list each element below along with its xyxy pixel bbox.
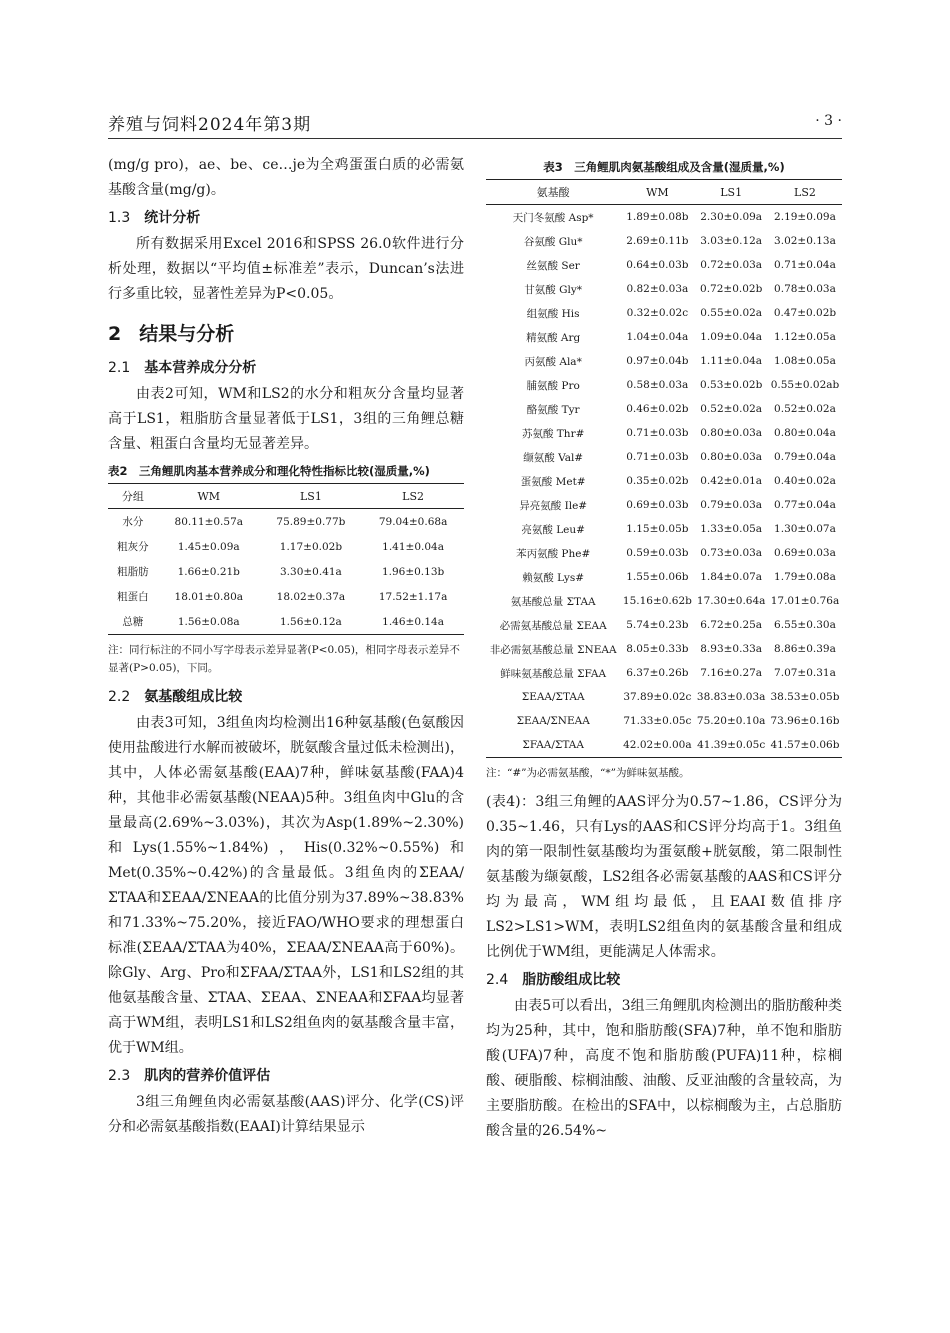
table-3-note: 注：“#”为必需氨基酸，“*”为鲜味氨基酸。 <box>486 767 690 779</box>
row-label-cell: 丝氨酸 Ser <box>526 259 580 272</box>
row-label-cell: 粗灰分 <box>117 541 149 553</box>
table-header: WM <box>620 180 694 205</box>
section-title: 脂肪酸组成比较 <box>522 972 621 988</box>
value-cell: 0.80±0.03a <box>700 451 763 463</box>
value-cell: 0.71±0.03b <box>626 427 689 439</box>
value-cell: 17.52±1.17a <box>378 590 448 603</box>
value-cell: 7.07±0.31a <box>774 667 836 679</box>
table-row <box>486 709 842 733</box>
table-row <box>108 559 464 584</box>
row-label-cell: 精氨酸 Arg <box>526 331 581 344</box>
section-title: 统计分析 <box>144 210 201 226</box>
section-title: 氨基酸组成比较 <box>144 689 243 705</box>
value-cell: 1.33±0.05a <box>700 523 763 535</box>
row-label-cell: 非必需氨基酸总量 ΣNEAA <box>489 643 617 656</box>
value-cell: 75.89±0.77b <box>276 515 346 528</box>
row-label-cell: 蛋氨酸 Met# <box>520 475 586 488</box>
value-cell: 17.01±0.76a <box>770 595 840 607</box>
section-2-1-heading <box>108 356 464 380</box>
value-cell: 0.97±0.04b <box>626 355 689 367</box>
value-cell: 1.12±0.05a <box>774 331 836 343</box>
value-cell: 7.16±0.27a <box>700 667 763 679</box>
value-cell: 0.32±0.02c <box>626 307 689 319</box>
table-3-body <box>486 205 842 758</box>
value-cell: 0.59±0.03b <box>626 547 689 559</box>
row-label-cell: 甘氨酸 Gly* <box>524 283 583 296</box>
value-cell: 71.33±0.05c <box>623 715 692 727</box>
section-number: 2 <box>108 323 122 345</box>
section-2-4-heading <box>486 968 842 992</box>
row-label-cell: 亮氨酸 Leu# <box>521 523 585 536</box>
value-cell: 1.66±0.21b <box>177 565 240 578</box>
paragraph-continued: (mg/g pro)，ae、be、ce…je为全鸡蛋蛋白质的必需氨基酸含量(mg/g)。 <box>108 157 464 198</box>
row-label-cell: 酪氨酸 Tyr <box>526 403 580 416</box>
paragraph-continued: (表4)：3组三角鲤的AAS评分为0.57~1.86，CS评分为0.35~1.46，只有Lys的AAS和CS评分均高于1。3组鱼肉的第一限制性氨基酸均为蛋氨酸+胱氨酸，第二限制性氨基酸为缬氨酸，LS2组各必需氨基酸的AAS和CS评分均为最高，WM组均最低，且EAAI数值排序LS2>LS1>WM，表明LS2组鱼肉的氨基酸含量和组成比例优于WM组，更能满足人体需求。 <box>486 794 842 960</box>
row-label-cell: 赖氨酸 Lys# <box>522 571 585 584</box>
section-number: 2.3 <box>108 1068 131 1084</box>
table-header: LS2 <box>362 484 464 509</box>
value-cell: 0.72±0.03a <box>700 259 763 271</box>
value-cell: 0.79±0.04a <box>774 451 836 463</box>
right-column <box>486 153 842 1144</box>
section-1-3-text: 所有数据采用Excel 2016和SPSS 26.0软件进行分析处理，数据以“平均值±标准差”表示，Duncan’s法进行多重比较，显著性差异为P<0.05。 <box>108 236 464 302</box>
row-label-cell: 天门冬氨酸 Asp* <box>512 211 594 224</box>
page-number: · 3 · <box>815 113 842 129</box>
value-cell: 0.73±0.03a <box>700 547 763 559</box>
row-label-cell: 粗蛋白 <box>117 591 149 603</box>
section-number: 2.4 <box>486 972 509 988</box>
value-cell: 0.35±0.02b <box>626 475 689 487</box>
value-cell: 0.53±0.02b <box>700 379 763 391</box>
value-cell: 79.04±0.68a <box>378 515 448 528</box>
value-cell: 0.82±0.03a <box>626 283 689 295</box>
value-cell: 42.02±0.00a <box>620 733 694 758</box>
value-cell: 1.04±0.04a <box>626 331 689 343</box>
value-cell: 1.56±0.08a <box>158 609 260 635</box>
row-label-cell: 组氨酸 His <box>526 307 580 320</box>
table-row <box>486 733 842 758</box>
value-cell: 0.72±0.02b <box>700 283 763 295</box>
value-cell: 1.45±0.09a <box>177 540 240 553</box>
table-row <box>486 589 842 613</box>
table-row <box>486 373 842 397</box>
section-2-3-text: 3组三角鲤鱼肉必需氨基酸(AAS)评分、化学(CS)评分和必需氨基酸指数(EAAI)计算结果显示 <box>108 1094 464 1135</box>
table-2-caption: 表2 三角鲤肌肉基本营养成分和理化特性指标比较(湿质量,%) <box>108 464 430 478</box>
value-cell: 0.71±0.03b <box>626 451 689 463</box>
value-cell: 0.55±0.02a <box>700 307 763 319</box>
section-1-3-heading <box>108 206 464 230</box>
section-2-2-heading <box>108 685 464 709</box>
value-cell: 1.96±0.13b <box>381 565 445 578</box>
table-row <box>486 565 842 589</box>
table-row <box>486 517 842 541</box>
table-2-note: 注：同行标注的不同小写字母表示差异显著(P<0.05)，相同字母表示差异不显著(P>0.05)，下同。 <box>108 644 460 674</box>
section-2-2-text: 由表3可知，3组鱼肉均检测出16种氨基酸(色氨酸因使用盐酸进行水解而被破坏，胱氨酸含量过低未检测出)，其中，人体必需氨基酸(EAA)7种，鲜味氨基酸(FAA)4种，其他非必需氨基酸(NEAA)5种。3组鱼肉中Glu的含量最高(2.69%~3.03%)，其次为Asp(1.89%~2.30%)和Lys(1.55%~1.84%)，His(0.32%~0.55%)和Met(0.35%~0.42%)的含量最低。3组鱼肉的ΣEAA/ΣTAA和ΣEAA/ΣNEAA的比值分别为37.89%~38.83%和71.33%~75.20%，接近FAO/WHO要求的理想蛋白标准(ΣEAA/ΣTAA为40%，ΣEAA/ΣNEAA高于60%)。除Gly、Arg、Pro和ΣFAA/ΣTAA外，LS1和LS2组的其他氨基酸含量、ΣTAA、ΣEAA、ΣNEAA和ΣFAA均显著高于WM组，表明LS1和LS2组鱼肉的氨基酸含量丰富，优于WM组。 <box>108 715 464 1056</box>
section-title: 基本营养成分分析 <box>144 360 257 376</box>
value-cell: 75.20±0.10a <box>696 715 766 727</box>
table-row <box>486 325 842 349</box>
table-3 <box>486 179 842 758</box>
value-cell: 38.53±0.05b <box>770 691 840 703</box>
section-2-1-text: 由表2可知，WM和LS2的水分和粗灰分含量均显著高于LS1，粗脂肪含量显著低于LS1，3组的三角鲤总糖含量、粗蛋白含量均无显著差异。 <box>108 386 464 452</box>
value-cell: 1.79±0.08a <box>774 571 836 583</box>
table-header: LS2 <box>768 180 842 205</box>
value-cell: 0.69±0.03b <box>626 499 689 511</box>
table-row <box>108 584 464 609</box>
table-row <box>486 421 842 445</box>
value-cell: 2.69±0.11b <box>626 235 689 247</box>
section-number: 2.1 <box>108 360 131 376</box>
value-cell: 15.16±0.62b <box>622 595 692 607</box>
value-cell: 6.55±0.30a <box>774 619 836 631</box>
value-cell: 3.30±0.41a <box>280 565 342 578</box>
value-cell: 1.56±0.12a <box>260 609 362 635</box>
section-2-heading <box>108 319 464 346</box>
value-cell: 1.09±0.04a <box>700 331 763 343</box>
table-row <box>108 609 464 635</box>
value-cell: 1.08±0.05a <box>774 355 836 367</box>
value-cell: 0.71±0.04a <box>774 259 836 271</box>
value-cell: 41.57±0.06b <box>768 733 842 758</box>
value-cell: 73.96±0.16b <box>770 715 840 727</box>
value-cell: 0.77±0.04a <box>774 499 836 511</box>
value-cell: 1.84±0.07a <box>700 571 763 583</box>
section-title: 肌肉的营养价值评估 <box>144 1068 271 1084</box>
value-cell: 3.02±0.13a <box>774 235 836 247</box>
row-label-cell: 谷氨酸 Glu* <box>523 235 583 248</box>
row-label-cell: 必需氨基酸总量 ΣEAA <box>499 619 607 632</box>
row-label-cell: 丙氨酸 Ala* <box>524 355 582 368</box>
section-2-4-text: 由表5可以看出，3组三角鲤肌肉检测出的脂肪酸种类均为25种，其中，饱和脂肪酸(SFA)7种，单不饱和脂肪酸(UFA)7种，高度不饱和脂肪酸(PUFA)11种，棕榈酸、硬脂酸、棕榈油酸、油酸、反亚油酸的含量较高，为主要脂肪酸。在检出的SFA中，以棕榈酸为主，占总脂肪酸含量的26.54%~ <box>486 998 842 1139</box>
value-cell: 0.79±0.03a <box>700 499 763 511</box>
value-cell: 0.46±0.02b <box>626 403 689 415</box>
table-3-caption: 表3 三角鲤肌肉氨基酸组成及含量(湿质量,%) <box>543 160 785 174</box>
left-column <box>108 153 464 1140</box>
value-cell: 37.89±0.02c <box>623 691 692 703</box>
table-row <box>486 397 842 421</box>
value-cell: 0.80±0.04a <box>774 427 836 439</box>
row-label-cell: 水分 <box>122 516 144 528</box>
value-cell: 0.80±0.03a <box>700 427 763 439</box>
table-row <box>486 661 842 685</box>
row-label-cell: 异亮氨酸 Ile# <box>519 499 588 512</box>
table-row <box>486 637 842 661</box>
table-header: LS1 <box>260 484 362 509</box>
table-row <box>486 277 842 301</box>
value-cell: 0.42±0.01a <box>700 475 763 487</box>
table-row <box>108 509 464 535</box>
table-row <box>486 445 842 469</box>
value-cell: 5.74±0.23b <box>626 619 689 631</box>
table-row <box>486 469 842 493</box>
row-label-cell: ΣEAA/ΣNEAA <box>516 715 590 727</box>
row-label-cell: 苏氨酸 Thr# <box>521 427 585 440</box>
value-cell: 17.30±0.64a <box>696 595 766 607</box>
row-label-cell: 氨基酸总量 ΣTAA <box>510 595 596 608</box>
row-label-cell: 脯氨酸 Pro <box>526 379 580 392</box>
value-cell: 0.69±0.03a <box>774 547 836 559</box>
section-number: 2.2 <box>108 689 131 705</box>
header-rule <box>108 138 842 139</box>
value-cell: 1.41±0.04a <box>382 540 444 553</box>
value-cell: 0.52±0.02a <box>774 403 836 415</box>
table-2-body <box>108 509 464 635</box>
row-label-cell: 缬氨酸 Val# <box>523 451 584 464</box>
table-row <box>486 493 842 517</box>
value-cell: 2.30±0.09a <box>700 211 763 223</box>
value-cell: 18.01±0.80a <box>174 590 244 603</box>
row-label-cell: 鲜味氨基酸总量 ΣFAA <box>500 667 607 680</box>
value-cell: 1.55±0.06b <box>626 571 689 583</box>
value-cell: 0.58±0.03a <box>626 379 689 391</box>
value-cell: 1.30±0.07a <box>774 523 836 535</box>
value-cell: 0.64±0.03b <box>626 259 689 271</box>
value-cell: 38.83±0.03a <box>696 691 766 703</box>
value-cell: 1.15±0.05b <box>626 523 689 535</box>
row-label-cell: ΣEAA/ΣTAA <box>521 691 585 703</box>
table-row <box>486 349 842 373</box>
value-cell: 80.11±0.57a <box>174 515 244 528</box>
table-row <box>486 301 842 325</box>
value-cell: 3.03±0.12a <box>700 235 763 247</box>
value-cell: 8.93±0.33a <box>700 643 763 655</box>
value-cell: 18.02±0.37a <box>276 590 346 603</box>
value-cell: 1.17±0.02b <box>279 540 343 553</box>
value-cell: 1.89±0.08b <box>626 211 689 223</box>
table-header: LS1 <box>694 180 768 205</box>
value-cell: 0.52±0.02a <box>700 403 763 415</box>
journal-header: 养殖与饲料2024年第3期 <box>108 115 312 135</box>
value-cell: 1.46±0.14a <box>362 609 464 635</box>
table-row <box>486 205 842 230</box>
value-cell: 0.40±0.02a <box>774 475 836 487</box>
section-2-3-heading <box>108 1064 464 1088</box>
table-row <box>486 253 842 277</box>
row-label-cell: 苯丙氨酸 Phe# <box>516 547 591 560</box>
table-header: 氨基酸 <box>486 180 620 205</box>
value-cell: 0.55±0.02ab <box>770 379 840 391</box>
value-cell: 0.78±0.03a <box>774 283 836 295</box>
table-row <box>108 534 464 559</box>
value-cell: 2.19±0.09a <box>774 211 836 223</box>
value-cell: 41.39±0.05c <box>694 733 768 758</box>
table-row <box>486 229 842 253</box>
table-header: 分组 <box>108 484 158 509</box>
value-cell: 8.86±0.39a <box>774 643 836 655</box>
value-cell: 0.47±0.02b <box>773 307 837 319</box>
table-header: WM <box>158 484 260 509</box>
value-cell: 1.11±0.04a <box>700 355 763 367</box>
table-2 <box>108 483 464 635</box>
row-label-cell: 总糖 <box>108 609 158 635</box>
row-label-cell: ΣFAA/ΣTAA <box>486 733 620 758</box>
value-cell: 6.72±0.25a <box>700 619 763 631</box>
table-row <box>486 613 842 637</box>
value-cell: 8.05±0.33b <box>626 643 689 655</box>
table-row <box>486 685 842 709</box>
table-row <box>486 541 842 565</box>
value-cell: 6.37±0.26b <box>626 667 689 679</box>
row-label-cell: 粗脂肪 <box>117 566 149 578</box>
section-number: 1.3 <box>108 210 131 226</box>
section-title: 结果与分析 <box>139 323 235 345</box>
